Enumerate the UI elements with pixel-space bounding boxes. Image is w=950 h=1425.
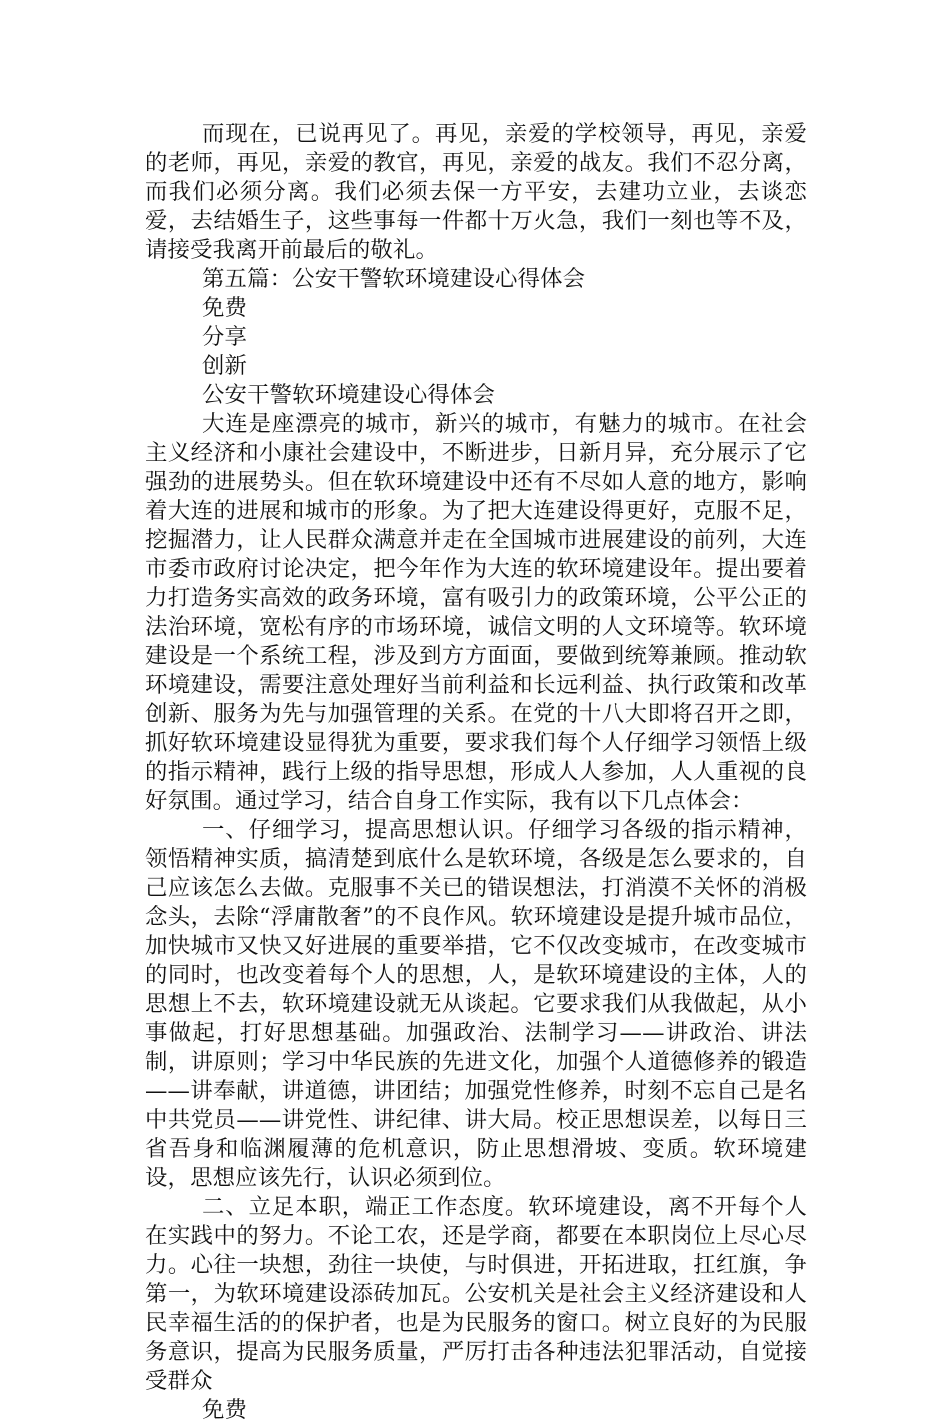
article-title: 公安干警软环境建设心得体会: [202, 382, 496, 408]
section-heading: 第五篇：公安干警软环境建设心得体会: [202, 266, 586, 292]
tag-free: 免费: [202, 295, 248, 321]
point-one-paragraph: 一、仔细学习，提高思想认识。仔细学习各级的指示精神，领悟精神实质，搞清楚到底什么是软环境，各级是怎么要求的，自己应该怎么去做。克服事不关已的错误想法，打消漠不关怀的消极念头，去除“浮庸散奢”的不良作风。软环境建设是提升城市品位，加快城市又快又好进展的重要举措，它不仅改变城市，在改变城市的同时，也改变着每个人的思想，人，是软环境建设的主体，人的思想上不去，软环境建设就无从谈起。它要求我们从我做起，从小事做起，打好思想基础。加强政治、法制学习——讲政治、讲法制，讲原则；学习中华民族的先进文化，加强个人道德修养的锻造——讲奉献，讲道德，讲团结；加强党性修养，时刻不忘自己是名中共党员——讲党性、讲纪律、讲大局。校正思想误差，以每日三省吾身和临渊履薄的危机意识，防止思想滑坡、变质。软环境建设，思想应该先行，认识必须到位。: [145, 817, 807, 1191]
intro-paragraph: 大连是座漂亮的城市，新兴的城市，有魅力的城市。在社会主义经济和小康社会建设中，不断进步，日新月异，充分展示了它强劲的进展势头。但在软环境建设中还有不尽如人意的地方，影响着大连的进展和城市的形象。为了把大连建设得更好，克服不足，挖掘潜力，让人民群众满意并走在全国城市进展建设的前列，大连市委市政府讨论决定，把今年作为大连的软环境建设年。提出要着力打造务实高效的政务环境，富有吸引力的政策环境，公平公正的法治环境，宽松有序的市场环境，诚信文明的人文环境等。软环境建设是一个系统工程，涉及到方方面面，要做到统筹兼顾。推动软环境建设，需要注意处理好当前利益和长远利益、执行政策和改革创新、服务为先与加强管理的关系。在党的十八大即将召开之即，抓好软环境建设显得犹为重要，要求我们每个人仔细学习领悟上级的指示精神，践行上级的指导思想，形成人人参加，人人重视的良好氛围。通过学习，结合自身工作实际，我有以下几点体会：: [145, 411, 807, 814]
document-page: [145, 120, 807, 1425]
tag-innovate: 创新: [202, 353, 248, 379]
farewell-paragraph: 而现在，已说再见了。再见，亲爱的学校领导，再见，亲爱的老师，再见，亲爱的教官，再见，亲爱的战友。我们不忍分离，而我们必须分离。我们必须去保一方平安，去建功立业，去谈恋爱，去结婚生子，这些事每一件都十万火急，我们一刻也等不及，请接受我离开前最后的敬礼。: [145, 121, 807, 263]
footer-free-tag: 免费: [202, 1397, 248, 1423]
tag-share: 分享: [202, 324, 248, 350]
point-two-paragraph: 二、立足本职，端正工作态度。软环境建设，离不开每个人在实践中的努力。不论工农，还是学商，都要在本职岗位上尽心尽力。心往一块想，劲往一块使，与时俱进，开拓进取，扛红旗，争第一，为软环境建设添砖加瓦。公安机关是社会主义经济建设和人民幸福生活的的保护者，也是为民服务的窗口。树立良好的为民服务意识，提高为民服务质量，严厉打击各种违法犯罪活动，自觉接受群众: [145, 1194, 807, 1394]
